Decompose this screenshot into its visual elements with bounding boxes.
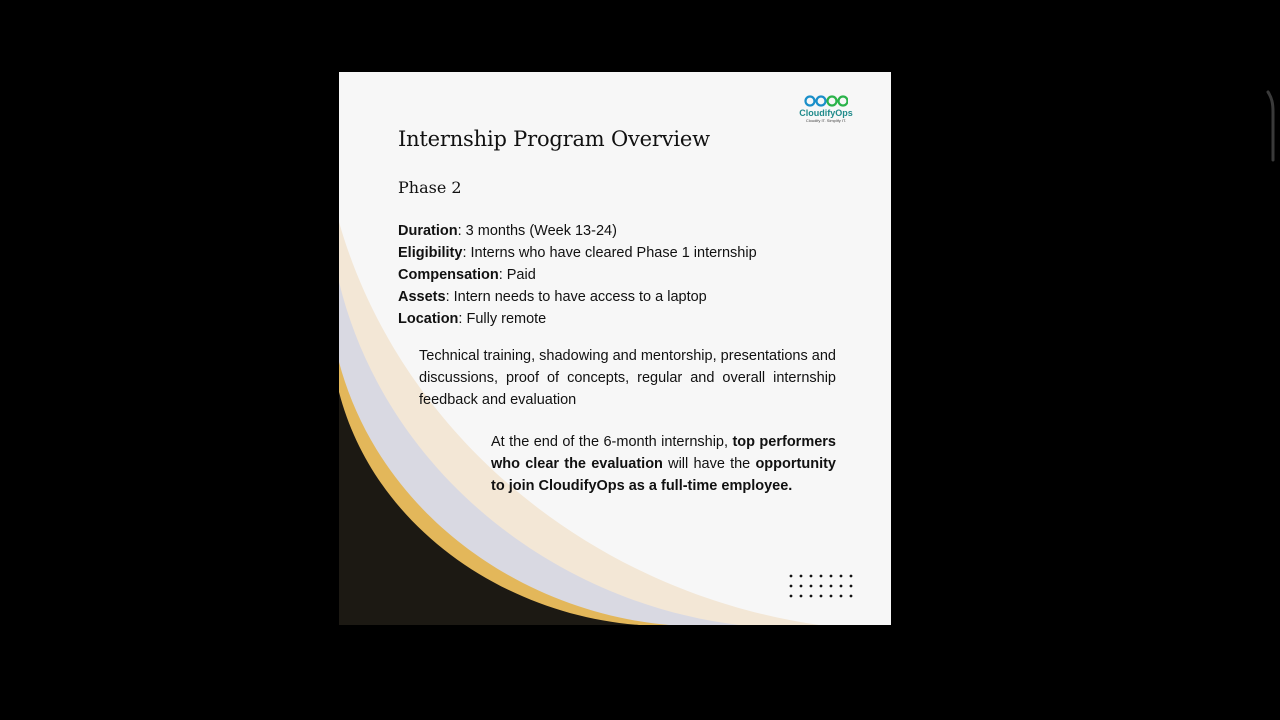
detail-label: Assets [398,289,446,305]
detail-value: : Intern needs to have access to a laptop [445,289,707,305]
logo-tagline: Cloudify IT. Simplify IT. [805,118,847,123]
logo-name: CloudifyOps [799,108,853,118]
training-paragraph: Technical training, shadowing and mentorship, presentations and discussions, proof of concepts, regular and overall internship feedback and evaluation [419,348,836,408]
logo-rings-icon [804,95,848,107]
slide-title: Internship Program Overview [398,127,710,151]
detail-value: : Fully remote [458,311,547,327]
detail-value: : 3 months (Week 13-24) [457,223,617,239]
slide [339,72,891,625]
phase-heading: Phase 2 [398,178,462,197]
detail-eligibility [398,242,757,264]
detail-location [398,308,757,330]
detail-label: Location [398,311,459,327]
detail-value: : Interns who have cleared Phase 1 internship [462,245,757,261]
detail-label: Eligibility [398,245,463,261]
company-logo [795,95,857,123]
details-list [398,220,757,330]
outcome-text: At the end of the 6-month internship, [491,434,733,450]
dot-grid-decoration [787,572,857,602]
detail-duration [398,220,757,242]
outcome-highlight: opportunity to join CloudifyOps as a full-time employee. [491,456,836,494]
outcome-paragraph [491,431,836,497]
outcome-text: will have the [662,456,756,472]
scroll-indicator-icon[interactable] [1266,90,1276,162]
outcome-highlight: top performers who clear the evaluation [491,434,836,472]
detail-compensation [398,264,757,286]
detail-label: Duration [398,223,458,239]
detail-label: Compensation [398,267,499,283]
detail-value: : Paid [498,267,536,283]
detail-assets [398,286,757,308]
